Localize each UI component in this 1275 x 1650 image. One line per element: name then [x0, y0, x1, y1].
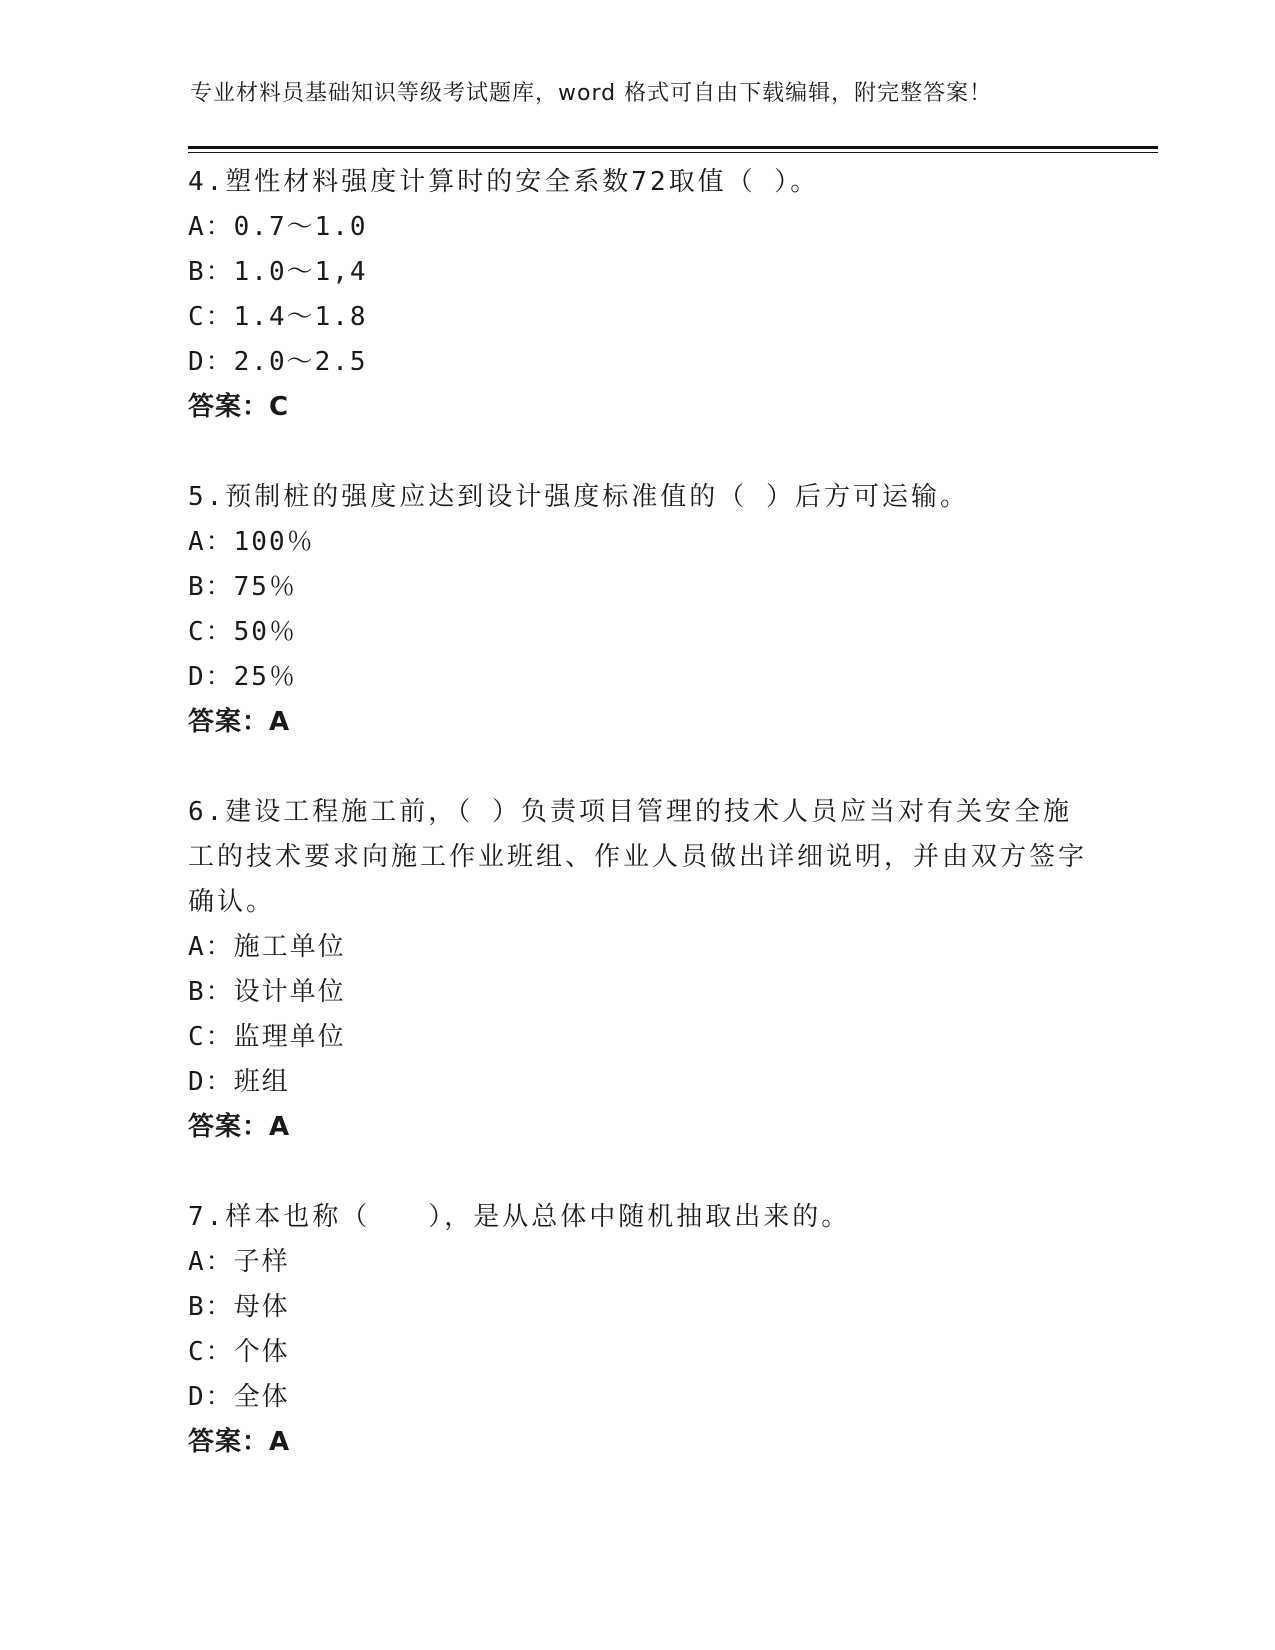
- question-block: [188, 790, 1088, 1150]
- question-text: 4.塑性材料强度计算时的安全系数72取值（ ）。: [188, 167, 820, 197]
- question-block: [188, 475, 1088, 745]
- option-b: B：75％: [188, 572, 297, 602]
- question-block: [188, 160, 1088, 430]
- option-c: C：监理单位: [188, 1022, 346, 1052]
- header-rule-thin: [188, 152, 1158, 153]
- option-c: C：1.4～1.8: [188, 302, 368, 332]
- option-b: B：设计单位: [188, 977, 346, 1007]
- option-d: D：2.0～2.5: [188, 347, 368, 377]
- option-b: B：1.0～1,4: [188, 257, 368, 287]
- option-b: B：母体: [188, 1292, 290, 1322]
- document-header: 专业材料员基础知识等级考试题库，word 格式可自由下载编辑，附完整答案！: [190, 81, 993, 106]
- option-d: D：25％: [188, 662, 297, 692]
- option-a: A：子样: [188, 1247, 290, 1277]
- question-text: 7.样本也称（ ），是从总体中随机抽取出来的。: [188, 1202, 851, 1232]
- option-a: A：施工单位: [188, 932, 346, 962]
- option-c: C：50％: [188, 617, 297, 647]
- question-text: 5.预制桩的强度应达到设计强度标准值的（ ）后方可运输。: [188, 482, 969, 512]
- option-a: A：0.7～1.0: [188, 212, 368, 242]
- option-c: C：个体: [188, 1337, 290, 1367]
- answer-line: 答案：A: [188, 1427, 291, 1457]
- answer-line: 答案：C: [188, 392, 290, 422]
- question-text: 6.建设工程施工前，（ ）负责项目管理的技术人员应当对有关安全施工的技术要求向施工作业班组、作业人员做出详细说明，并由双方签字确认。: [188, 797, 1088, 917]
- question-list: [188, 160, 1088, 1465]
- option-d: D：班组: [188, 1067, 290, 1097]
- answer-line: 答案：A: [188, 1112, 291, 1142]
- answer-line: 答案：A: [188, 707, 291, 737]
- option-d: D：全体: [188, 1382, 290, 1412]
- header-rule-thick: [188, 146, 1158, 149]
- option-a: A：100％: [188, 527, 315, 557]
- question-block: [188, 1195, 1088, 1465]
